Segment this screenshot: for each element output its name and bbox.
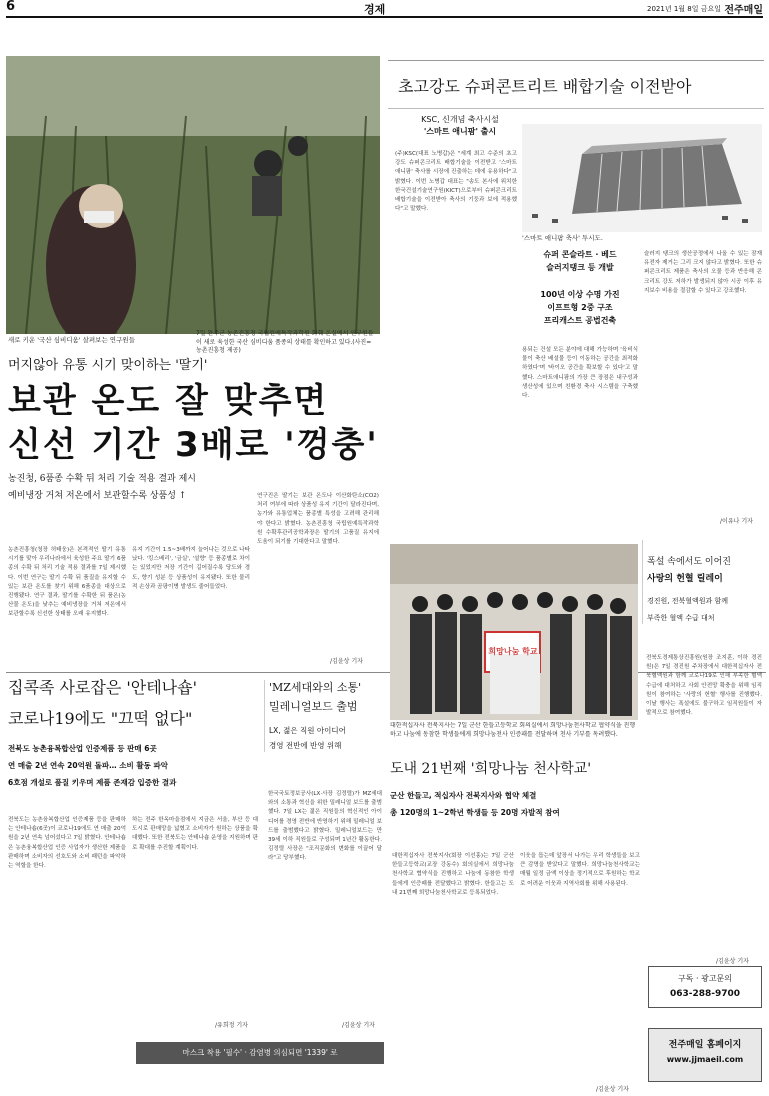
school-sub-1: 군산 한들고, 적십자사 전북지사와 협약 체결 bbox=[390, 791, 537, 800]
strawberry-col-3: 연구진은 딸기는 보관 온도나 이산화탄소(CO2) 처리 여부에 따라 상품성 유지 기간이 달라진다며, 농가와 유통업체는 품종별 특성을 고려해 관리해야 한다고 밝혔다. 농촌진흥청 국립원예특작과학원 수확후관리공학과장은 딸기의 고품질 유지에 도움이 되기를 기대한다고 말했다. bbox=[257, 493, 379, 546]
school-byline: /김윤상 기자 bbox=[596, 1086, 629, 1093]
antenna-col-1: 전북도는 농촌융복합산업 인증제품 등을 판매하는 안테나숍(6곳)이 코로나19에도 연 매출 20억원을 2년 연속 넘어섰다고 7일 밝혔다. 안테나숍은 농촌융복합산업 인증 사업자가 생산한 제품을 판매하며 소비자의 선호도와 소비 패턴을 파악하는 역할을 한다. bbox=[8, 817, 126, 870]
subscribe-title: 구독 · 광고문의 bbox=[678, 974, 732, 983]
supercon-col-2: 용되는 건설 모든 분야에 대해 가능하며 '육비식물이 축산 배설물 등이 이동하는 공간을 최적화하였다'며 '바이오 공간을 확보할 수 있다'고 말했다. 스마트애니팜의 가장 큰 장점은 내구성과 생산성에 있으며 친환경 축사 시스템을 구축했다. bbox=[522, 347, 638, 400]
greenhouse-image bbox=[6, 56, 380, 334]
antenna-headline-1: 집콕족 사로잡은 '안테나숍' bbox=[8, 678, 197, 697]
group-image bbox=[390, 544, 638, 720]
blood-kicker-1: 폭설 속에서도 이어진 bbox=[647, 557, 731, 567]
school-headline: 도내 21번째 '희망나눔 천사학교' bbox=[390, 761, 592, 777]
strawberry-kicker: 머지않아 유통 시기 맞이하는 '딸기' bbox=[8, 358, 208, 373]
school-sub-2: 총 120명의 1~2학년 학생들 등 20명 자발적 참여 bbox=[390, 808, 560, 817]
school-col-2: 이웃을 돕는데 앞장서 나가는 우리 학생들을 보고 큰 감명을 받았다고 말했다. 희망나눔천사학교는 매월 일정 금액 이상을 정기적으로 후원하는 학교로 어려운 이웃과 지역사회를 위해 사용된다. bbox=[520, 853, 640, 887]
supercon-box-1: 슈퍼 콘슬라트 · 베드 bbox=[543, 250, 617, 259]
subscribe-ad bbox=[648, 966, 762, 1008]
photo-caption-left: 새로 키운 '국산 심비디움' 살펴보는 연구원들 bbox=[8, 336, 135, 344]
supercon-subs bbox=[410, 114, 510, 138]
supercon-headline: 초고강도 슈퍼콘트리트 배합기술 이전받아 bbox=[398, 77, 692, 96]
antenna-col-2: 하는 전주 한옥마을점에서 지금은 서울, 부산 등 대도시로 판매망을 넓혔고 소비자가 원하는 상품을 확대했다. 또한 전북도는 안테나숍 운영을 지원하며 판로 확대를 추진할 계획이다. bbox=[132, 817, 258, 851]
supercon-box-4: 이프트형 2중 구조 bbox=[547, 303, 613, 312]
strawberry-headline-1: 보관 온도 잘 맞추면 bbox=[8, 381, 329, 421]
supercon-sub-2: '스마트 애니팜' 출시 bbox=[423, 127, 497, 136]
issue-date: 2021년 1월 8일 금요일 bbox=[647, 5, 721, 13]
supercon-byline: /이유나 기자 bbox=[720, 518, 753, 525]
antenna-sub-3: 6호점 개설로 품질 키우며 제품 존재감 입증한 결과 bbox=[8, 778, 177, 787]
barn-illustration bbox=[522, 124, 762, 232]
blood-col: 전북도경제통상진흥원(원장 조지훈, 이하 경진원)은 7일 경진원 주차장에서 대한적십자사 전북혈액원과 함께 코로나19로 인해 부족한 혈액 수급에 대처하고 사회 안전망 확충을 위해 임직원이 참여하는 '사랑의 헌혈' 행사를 진행했다. 이날 행사는 폭설에도 불구하고 임직원들이 자발적으로 참여했다. bbox=[646, 655, 762, 717]
blood-sub-2: 부족한 혈액 수급 대처 bbox=[647, 614, 715, 622]
mz-col: 한국국토정보공사(LX·사장 김정렬)가 MZ세대와의 소통과 혁신을 위한 밀레니얼 보드를 출범했다. 7일 LX는 젊은 직원들의 혁신적인 아이디어를 경영 전반에 반영하기 위해 밀레니얼 보드를 출범했다고 밝혔다. 밀레니얼보드는 만 39세 이하 직원들로 구성되며 1년간 활동한다. 김정렬 사장은 "조직문화의 변화를 이끌어 달라"고 당부했다. bbox=[268, 791, 382, 862]
section-title: 경제 bbox=[364, 3, 386, 16]
school-caption: 대한적십자사 전북지사는 7일 군산 한들고등학교 회의실에서 희망나눔천사학교 협약식을 진행하고 나눔에 동참한 학생들에게 희망나눔천사 인증패를 전달하며 천사 기부를 독려했다. bbox=[390, 722, 636, 738]
mask-banner: 마스크 착용 '필수' · 감염병 의심되면 '1339' 로 bbox=[136, 1042, 384, 1064]
blood-kicker-2: 사랑의 헌혈 릴레이 bbox=[647, 574, 723, 584]
supercon-box-5: 프리캐스트 공법건축 bbox=[543, 316, 617, 325]
page-number: 6 bbox=[6, 0, 16, 14]
strawberry-byline: /김윤상 기자 bbox=[330, 658, 363, 665]
supercon-col-1: (주)KSC(대표 노병갑)은 "세계 최고 수준의 초고강도 슈퍼콘크리트 배합기술을 이전받고 '스마트 애니팜' 축사를 시장에 진출하는 데에 유용하다"고 밝혔다. 이번 노병갑 대표는 "송도 본사에 위치한 한국건설기술연구원(KICT)으로부터 슈퍼콘크리트 배합기술을 이전받아 축사의 기둥과 보에 적용했다"고 말했다. bbox=[395, 151, 517, 213]
strawberry-sub-1: 농진청, 6품종 수확 뒤 처리 기술 적용 결과 제시 bbox=[8, 474, 196, 484]
strawberry-col-1: 농촌진흥청(청장 허태웅)은 본격적인 딸기 유통 시기를 맞아 우리나라에서 육성한 주요 딸기 6품종의 수확 뒤 처리 기술 적용 결과를 7일 제시했다. 이번 연구는 딸기 수확 뒤 품질을 유지할 수 있는 보관 온도를 찾기 위해 6품종을 대상으로 진행됐다. 연구 결과, 딸기를 수확한 뒤 품온(농산물 온도)을 낮추는 예비냉장을 거쳐 저온에서 보관할수록 신선한 상태를 오래 유지했다. bbox=[8, 547, 126, 618]
mz-article bbox=[264, 680, 386, 752]
mz-headline-1: 'MZ세대와의 소통' bbox=[269, 681, 362, 694]
antenna-sub-2: 연 매출 2년 연속 20억원 돌파… 소비 활동 파악 bbox=[8, 761, 168, 770]
school-photo bbox=[390, 544, 638, 720]
homepage-title: 전주매일 홈페이지 bbox=[668, 1040, 742, 1050]
strawberry-col-2: 유지 기간이 1.5~3배까지 늘어나는 것으로 나타났다. '킹스베리', '금실', '설향' 등 품종별로 차이는 있었지만 저장 기간이 길어질수록 당도와 경도, 향기 성분 등 상품성이 유지됐다. 또한 물리적 손상과 곰팡이병 발생도 줄어들었다. bbox=[132, 547, 250, 590]
strawberry-sub-2: 예비냉장 거쳐 저온에서 보관할수록 상품성 ↑ bbox=[8, 491, 187, 501]
mz-headline-2: 밀레니얼보드 출범 bbox=[269, 700, 358, 713]
supercon-rendering bbox=[522, 124, 762, 232]
school-article bbox=[390, 752, 642, 819]
homepage-ad bbox=[648, 1028, 762, 1082]
blood-sub-1: 경진원, 전북혈액원과 함께 bbox=[647, 597, 729, 605]
mz-sub-1: LX, 젊은 직원 아이디어 bbox=[269, 726, 346, 735]
daffodil-photo bbox=[6, 56, 380, 334]
masthead: 전주매일 bbox=[724, 5, 763, 16]
school-sign: 희망나눔 학교 bbox=[488, 647, 538, 656]
antenna-byline: /유희정 기자 bbox=[215, 1022, 248, 1029]
school-col-1: 대한적십자사 전북지사(회장 이선홍)는 7일 군산 한들고등학교(교장 강동수) 회의실에서 희망나눔천사학교 협약식을 진행하고 나눔에 동참한 학생들에게 인증패를 전달했다고 밝혔다. 한들고는 도내 21번째 희망나눔천사학교로 등록되었다. bbox=[392, 853, 514, 896]
antenna-sub-1: 전북도 농촌융복합산업 인증제품 등 판매 6곳 bbox=[8, 744, 157, 753]
subscribe-phone: 063-288-9700 bbox=[669, 989, 741, 999]
homepage-url[interactable]: www.jjmaeil.com bbox=[666, 1055, 744, 1064]
antenna-headline-2: 코로나19에도 "끄떡 없다" bbox=[8, 709, 193, 728]
mz-byline: /김윤상 기자 bbox=[342, 1022, 375, 1029]
supercon-box bbox=[522, 248, 638, 327]
blood-byline: /김윤상 기자 bbox=[716, 958, 749, 965]
strawberry-headline-2: 신선 기간 3배로 '껑충' bbox=[8, 425, 379, 465]
page-header bbox=[6, 2, 763, 18]
mz-sub-2: 경영 전반에 반영 위해 bbox=[269, 741, 342, 750]
supercon-sub-1: KSC, 신개념 축사시설 bbox=[421, 115, 499, 124]
supercon-box-3: 100년 이상 수명 가진 bbox=[540, 290, 620, 299]
photo-caption-right: 7일 완주군 농촌진흥청 국립원예특작과학원 화훼 온실에서 연구원들이 새로 육성한 국산 심비디움 품종의 상태를 확인하고 있다.(사진=농촌진흥청 제공) bbox=[196, 330, 374, 354]
blood-drive-article bbox=[642, 540, 764, 624]
supercon-col-3: 슬러지 탱크의 생산공정에서 나올 수 있는 잠재유전자 제거는 그리 크지 않다고 밝혔다. 또한 슈퍼콘크리트 제품은 축사의 오물 등과 반응해 콘크리트 강도 저하가 발생되지 않아 시공 이후 유지보수 비용을 절감할 수 있다고 강조했다. bbox=[644, 251, 762, 294]
supercon-rule bbox=[388, 108, 764, 109]
antenna-article bbox=[8, 676, 258, 789]
supercon-box-2: 슬러지탱크 등 개발 bbox=[546, 263, 614, 272]
supercon-photo-caption: '스마트 애니팜 축사' 투시도. bbox=[522, 234, 603, 242]
